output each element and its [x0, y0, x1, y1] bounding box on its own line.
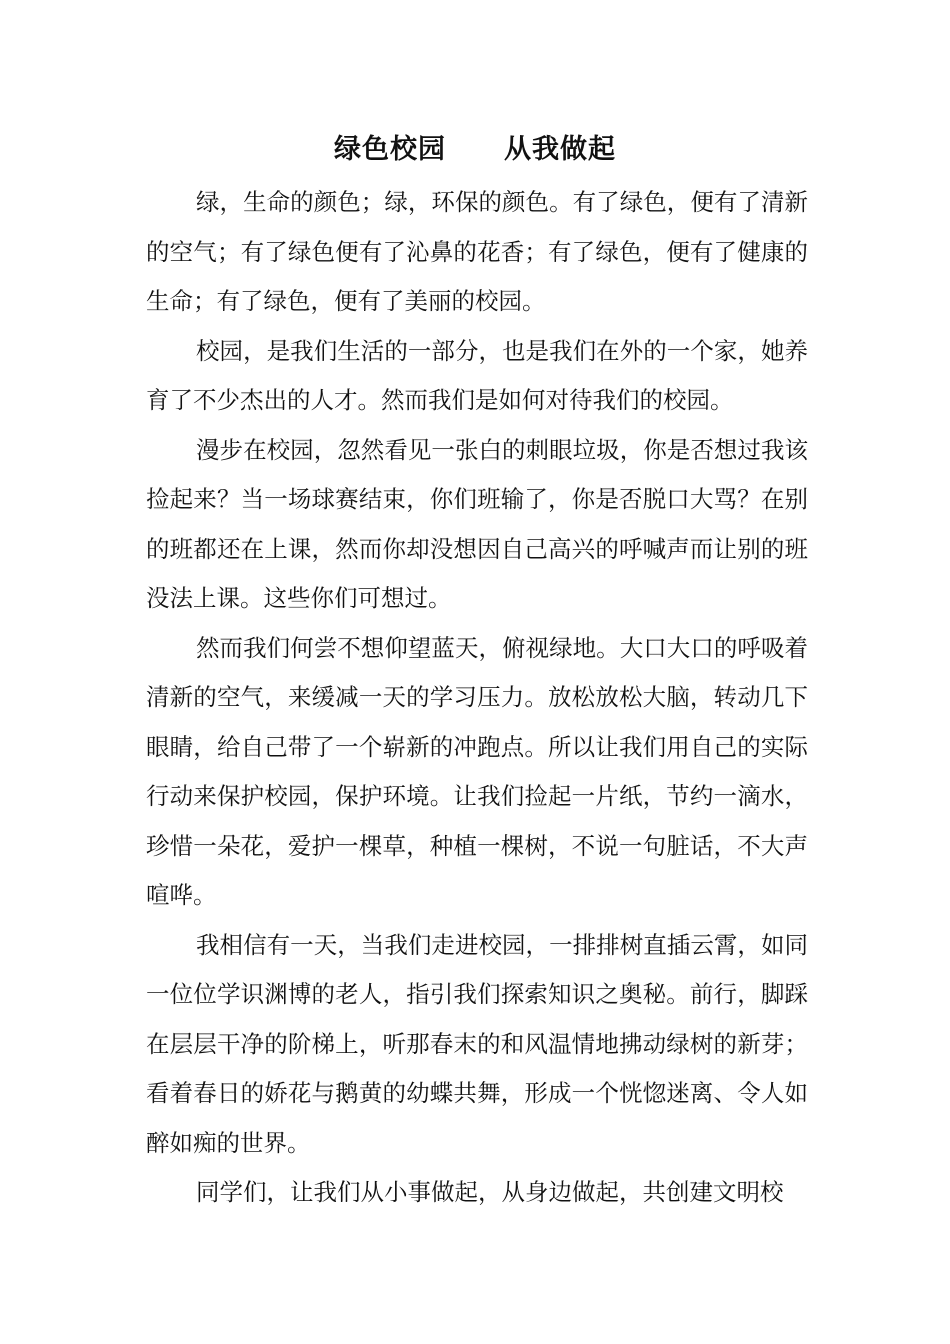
paragraph: 漫步在校园，忽然看见一张白的刺眼垃圾，你是否想过我该捡起来？当一场球赛结束，你们班输了，你是否脱口大骂？在别的班都还在上课，然而你却没想因自己高兴的呼喊声而让别的班没法上课。这些你们可想过。: [146, 435, 808, 612]
title-part-1: 绿色校园: [334, 134, 446, 165]
paragraph: 绿，生命的颜色；绿，环保的颜色。有了绿色，便有了清新的空气；有了绿色便有了沁鼻的花香；有了绿色，便有了健康的生命；有了绿色，便有了美丽的校园。: [146, 188, 808, 315]
document-body: [146, 178, 808, 1218]
document-title: [0, 130, 950, 170]
paragraph: 我相信有一天，当我们走进校园，一排排树直插云霄，如同一位位学识渊博的老人，指引我们探索知识之奥秘。前行，脚踩在层层干净的阶梯上，听那春末的和风温情地拂动绿树的新芽；看着春日的娇花与鹅黄的幼蝶共舞，形成一个恍惚迷离、令人如醉如痴的世界。: [146, 930, 808, 1157]
title-part-2: 从我做起: [504, 134, 616, 165]
paragraph: 同学们，让我们从小事做起，从身边做起，共创建文明校: [196, 1178, 784, 1206]
paragraph: 然而我们何尝不想仰望蓝天，俯视绿地。大口大口的呼吸着清新的空气，来缓减一天的学习压力。放松放松大脑，转动几下眼睛，给自己带了一个崭新的冲跑点。所以让我们用自己的实际行动来保护校园，保护环境。让我们捡起一片纸，节约一滴水，珍惜一朵花，爱护一棵草，种植一棵树，不说一句脏话，不大声喧哗。: [146, 633, 808, 909]
paragraph: 校园，是我们生活的一部分，也是我们在外的一个家，她养育了不少杰出的人才。然而我们是如何对待我们的校园。: [146, 336, 808, 414]
